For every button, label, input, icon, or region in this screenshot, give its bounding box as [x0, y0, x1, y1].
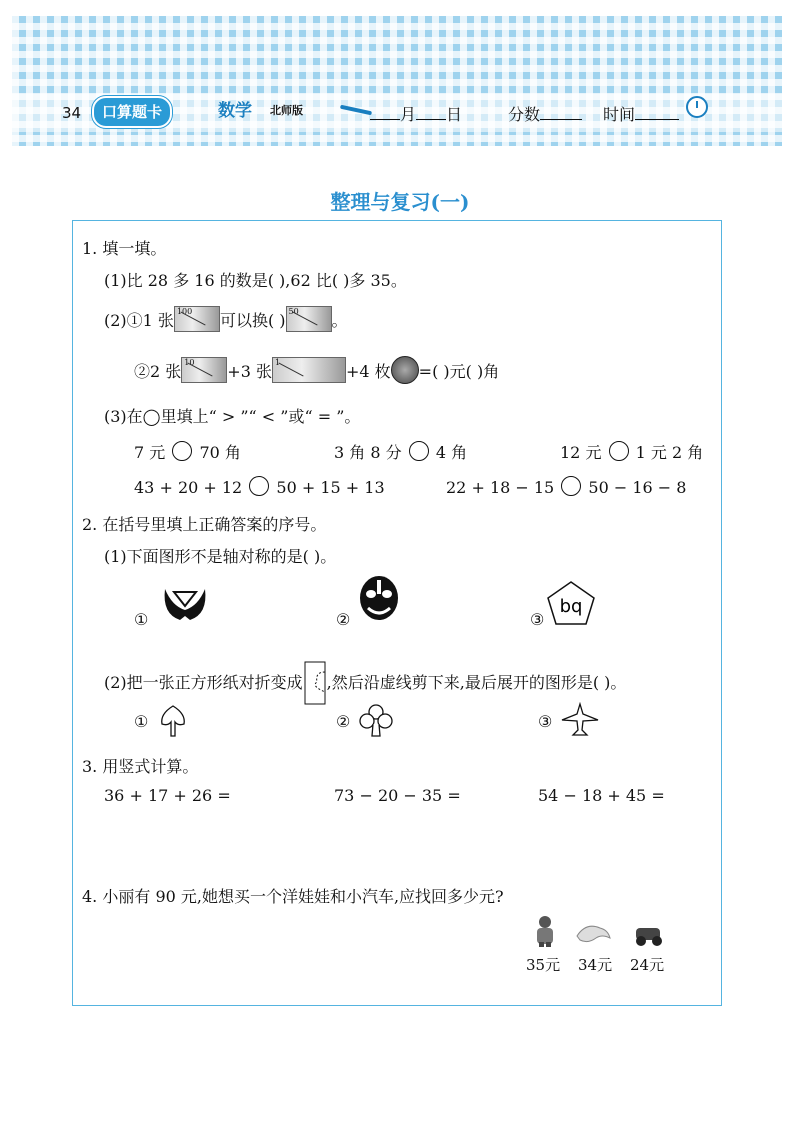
airplane-shape-icon[interactable] [560, 702, 600, 738]
q1-part2-line1 [104, 306, 348, 332]
q1-part2-text-b[interactable]: 可以换( ) [219, 311, 286, 330]
q2-p2-option2-label: ② [336, 712, 351, 731]
q3-heading: 3. 用竖式计算。 [82, 757, 199, 776]
q1-part2-text-a: (2)①1 张 [104, 311, 174, 330]
time-blank[interactable] [635, 105, 679, 120]
folded-paper-icon [303, 660, 327, 706]
month-label: 月 [400, 105, 417, 124]
pentagon-bq-icon[interactable] [546, 580, 596, 626]
compare-circle-2[interactable] [409, 441, 429, 461]
note-10-value: 10 [184, 358, 195, 367]
opera-mask-icon[interactable] [358, 574, 400, 626]
q1-part2-text-c: 。 [331, 311, 348, 330]
banknote-10-icon [181, 357, 227, 383]
q2-option1-label: ① [134, 610, 149, 629]
compare-2-right: 4 角 [435, 443, 468, 462]
price-car: 24元 [630, 956, 665, 974]
note-1-value: 1 [274, 358, 281, 367]
note-50-value: 50 [288, 307, 299, 316]
q2-part1[interactable]: (1)下面图形不是轴对称的是( )。 [104, 547, 337, 566]
q2-part2-text-b[interactable]: ,然后沿虚线剪下来,最后展开的图形是( )。 [326, 673, 627, 692]
compare-circle-5[interactable] [561, 476, 581, 496]
q2-p2-option3-label: ③ [538, 712, 553, 731]
compare-2 [334, 440, 467, 463]
compare-3 [560, 440, 703, 463]
compare-3-left: 12 元 [560, 443, 602, 462]
compare-3-right: 1 元 2 角 [635, 443, 704, 462]
day-blank[interactable] [416, 105, 446, 120]
compare-circle-3[interactable] [609, 441, 629, 461]
compare-4 [134, 476, 385, 497]
compare-circle-4[interactable] [249, 476, 269, 496]
q3-expr2[interactable]: 73 − 20 − 35 = [334, 786, 461, 805]
diamond-hands-icon[interactable] [160, 584, 210, 624]
q1-part1[interactable]: (1)比 28 多 16 的数是( ),62 比( )多 35。 [104, 271, 407, 290]
compare-5-right: 50 − 16 − 8 [588, 478, 687, 497]
score-field [508, 102, 582, 125]
note-100-value: 100 [176, 307, 193, 316]
q1-part2b-text-b: +3 张 [227, 362, 272, 381]
compare-5 [446, 476, 686, 497]
q3-expr1[interactable]: 36 + 17 + 26 = [104, 786, 231, 805]
banknote-100-icon [174, 306, 220, 332]
q2-part2-text-a: (2)把一张正方形纸对折变成 [104, 673, 303, 692]
doll-icon [530, 914, 560, 948]
month-blank[interactable] [370, 105, 400, 120]
bq-text: bq [559, 596, 583, 617]
q2-p2-option1-label: ① [134, 712, 149, 731]
score-label: 分数 [508, 105, 541, 124]
price-dolphin: 34元 [578, 956, 613, 974]
compare-2-left: 3 角 8 分 [334, 443, 402, 462]
banknote-1-icon [272, 357, 346, 383]
q3-expr3[interactable]: 54 − 18 + 45 = [538, 786, 665, 805]
page-number: 34 [62, 104, 82, 122]
banknote-50-icon [286, 306, 332, 332]
q2-option3-label: ③ [530, 610, 545, 629]
price-doll: 35元 [526, 956, 561, 974]
page-title: 整理与复习(一) [330, 190, 470, 214]
time-field [603, 102, 679, 125]
q1-part2-line2 [134, 356, 499, 384]
q2-heading: 2. 在括号里填上正确答案的序号。 [82, 515, 327, 534]
score-blank[interactable] [540, 105, 582, 120]
compare-5-left: 22 + 18 − 15 [446, 478, 555, 497]
q1-heading: 1. 填一填。 [82, 239, 167, 258]
tree-shape-icon[interactable] [156, 704, 190, 738]
q4-heading: 4. 小丽有 90 元,她想买一个洋娃娃和小汽车,应找回多少元? [82, 887, 504, 906]
brand-badge: 口算题卡 [92, 96, 172, 128]
toy-car-icon [632, 922, 666, 948]
compare-circle-1[interactable] [172, 441, 192, 461]
q1-part2b-text-c: +4 枚 [345, 362, 391, 381]
q1-part2b-text-d[interactable]: =( )元( )角 [418, 362, 500, 381]
edition-label: 北师版 [270, 104, 303, 117]
compare-1-right: 70 角 [199, 443, 241, 462]
q1-part3: (3)在◯里填上“ > ”“ < ”或“ = ”。 [104, 407, 361, 426]
club-shape-icon[interactable] [358, 702, 394, 738]
day-label: 日 [446, 105, 463, 124]
subject-label: 数学 [218, 101, 252, 121]
clock-icon [686, 96, 708, 118]
q2-part2 [104, 660, 626, 706]
compare-1 [134, 440, 241, 463]
dolphin-icon [574, 918, 612, 948]
date-field [370, 102, 462, 125]
time-label: 时间 [603, 105, 636, 124]
coin-icon [391, 356, 419, 384]
compare-1-left: 7 元 [134, 443, 166, 462]
compare-4-right: 50 + 15 + 13 [276, 478, 385, 497]
q2-option2-label: ② [336, 610, 351, 629]
compare-4-left: 43 + 20 + 12 [134, 478, 243, 497]
q1-part2b-text-a: ②2 张 [134, 362, 182, 381]
